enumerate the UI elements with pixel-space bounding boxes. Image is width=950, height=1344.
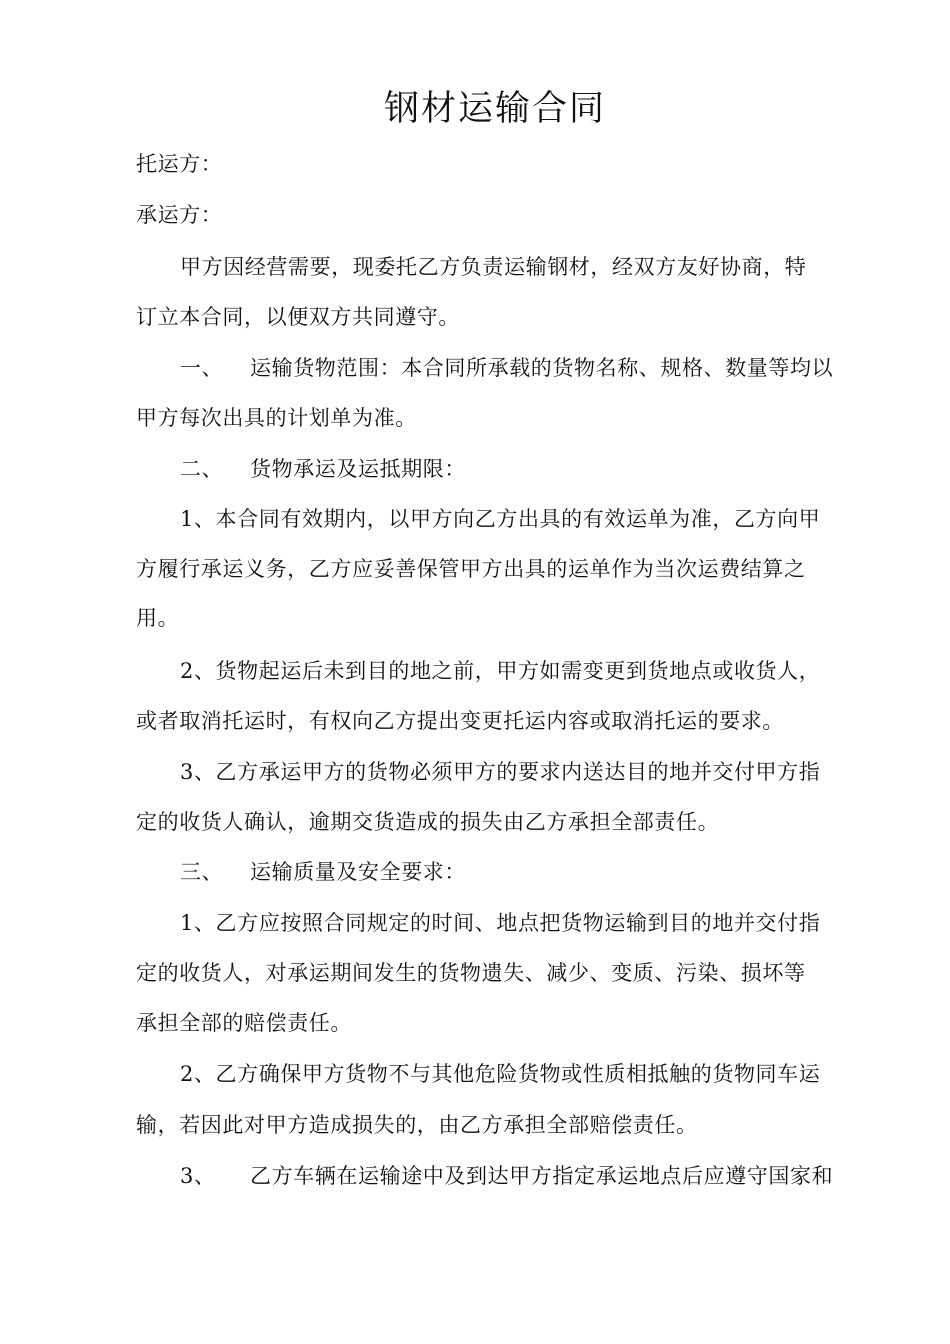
section-3-item-1-line-2: 定的收货人，对承运期间发生的货物遗失、减少、变质、污染、损坏等 bbox=[136, 961, 806, 985]
section-2-number: 二、 bbox=[180, 457, 224, 481]
section-3-title: 运输质量及安全要求： bbox=[250, 860, 466, 884]
section-3-number: 三、 bbox=[180, 860, 224, 884]
section-1-text: 运输货物范围：本合同所承载的货物名称、规格、数量等均以 bbox=[250, 356, 834, 380]
section-2-item-3-line-1: 3、乙方承运甲方的货物必须甲方的要求内送达目的地并交付甲方指 bbox=[180, 760, 821, 784]
section-3-item-1-line-3: 承担全部的赔偿责任。 bbox=[136, 1011, 352, 1035]
section-2-item-3-line-2: 定的收货人确认，逾期交货造成的损失由乙方承担全部责任。 bbox=[136, 810, 720, 834]
section-2-item-1-line-2: 方履行承运义务，乙方应妥善保管甲方出具的运单作为当次运费结算之 bbox=[136, 557, 806, 581]
document-title: 钢材运输合同 bbox=[383, 89, 606, 129]
shipper-label: 托运方： bbox=[136, 152, 223, 176]
preamble-line-1: 甲方因经营需要，现委托乙方负责运输钢材，经双方友好协商，特 bbox=[180, 255, 807, 279]
preamble-line-2: 订立本合同，以便双方共同遵守。 bbox=[136, 305, 460, 329]
section-3-item-3-line-1 bbox=[180, 1161, 950, 1191]
section-3-item-2-line-2: 输，若因此对甲方造成损失的，由乙方承担全部赔偿责任。 bbox=[136, 1113, 698, 1137]
section-1-line-2: 甲方每次出具的计划单为准。 bbox=[136, 406, 417, 430]
section-3-item-3-number: 3、 bbox=[180, 1164, 216, 1188]
section-2-title: 货物承运及运抵期限： bbox=[250, 457, 466, 481]
section-1-line-1 bbox=[180, 353, 950, 383]
section-3-heading bbox=[180, 857, 950, 887]
section-1-number: 一、 bbox=[180, 356, 224, 380]
section-3-item-3-text: 乙方车辆在运输途中及到达甲方指定承运地点后应遵守国家和 bbox=[250, 1164, 834, 1188]
section-2-heading bbox=[180, 454, 950, 484]
section-3-item-2-line-1: 2、乙方确保甲方货物不与其他危险货物或性质相抵触的货物同车运 bbox=[180, 1062, 821, 1086]
section-2-item-2-line-1: 2、货物起运后未到目的地之前，甲方如需变更到货地点或收货人， bbox=[180, 659, 821, 683]
section-3-item-1-line-1: 1、乙方应按照合同规定的时间、地点把货物运输到目的地并交付指 bbox=[180, 911, 821, 935]
section-2-item-1-line-1: 1、本合同有效期内，以甲方向乙方出具的有效运单为准，乙方向甲 bbox=[180, 507, 821, 531]
section-2-item-2-line-2: 或者取消托运时，有权向乙方提出变更托运内容或取消托运的要求。 bbox=[136, 709, 784, 733]
carrier-label: 承运方： bbox=[136, 203, 223, 227]
section-2-item-1-line-3: 用。 bbox=[136, 606, 180, 630]
